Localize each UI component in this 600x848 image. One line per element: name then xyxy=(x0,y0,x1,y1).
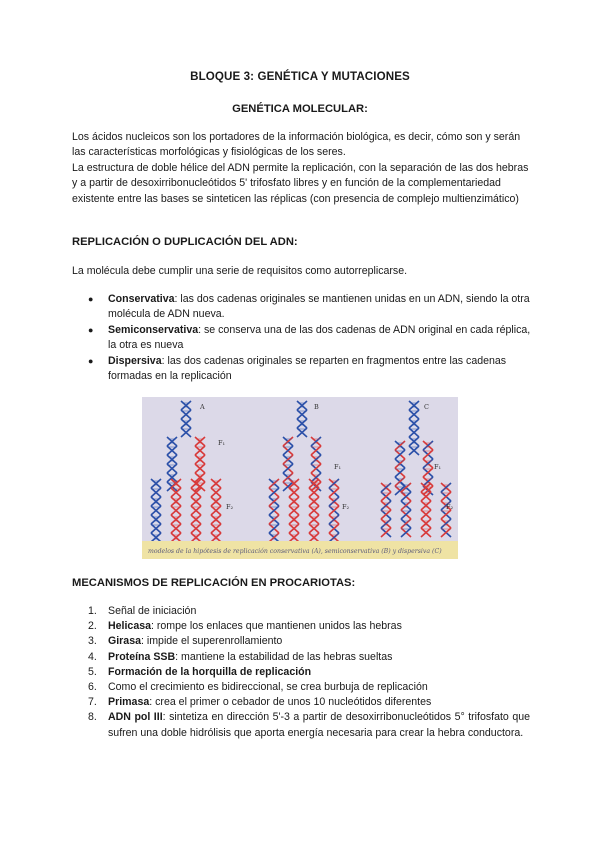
bullet-icon: ● xyxy=(88,324,94,335)
list-item xyxy=(72,354,532,385)
f2-helix-c-2 xyxy=(401,483,411,537)
figure-label-f2-b: F₂ xyxy=(342,503,350,511)
list-item xyxy=(72,665,530,680)
intro-paragraph-2: La estructura de doble hélice del ADN permite la replicación, con la separación de las dos hebras y a partir de desoxirribonucleótidos 5' trifosfato libres y en función de la complementariedad existente entre las bases se sinteticen las réplicas (con presencia de complejo multienzimático) xyxy=(72,162,529,205)
list-item xyxy=(72,680,530,695)
mechanisms-heading: MECANISMOS DE REPLICACIÓN EN PROCARIOTAS: xyxy=(72,577,356,589)
f1-helix-c-1 xyxy=(395,441,405,495)
step-text: : rompe los enlaces que mantienen unidos las hebras xyxy=(151,620,402,633)
figure-label-f2-a: F₂ xyxy=(226,503,234,511)
replication-heading: REPLICACIÓN O DUPLICACIÓN DEL ADN: xyxy=(72,236,298,248)
f2-helix-c-3 xyxy=(421,483,431,537)
f2-helix-c-1 xyxy=(381,483,391,537)
figure-label-a: A xyxy=(200,403,205,411)
step-number: 2. xyxy=(88,620,97,633)
document-title: BLOQUE 3: GENÉTICA Y MUTACIONES xyxy=(190,70,410,83)
figure-label-f1-c: F₁ xyxy=(434,463,442,471)
replication-lead: La molécula debe cumplir una serie de requisitos como autorreplicarse. xyxy=(72,265,408,277)
parent-helix-b xyxy=(297,401,307,437)
step-number: 8. xyxy=(88,711,97,724)
figure-caption: modelos de la hipótesis de replicación conservativa (A), semiconservativa (B) y dispersiva (C) xyxy=(148,548,442,555)
dna-helix-illustration xyxy=(142,397,458,559)
list-item xyxy=(72,710,530,740)
bullet-icon: ● xyxy=(88,355,94,366)
list-item xyxy=(72,323,532,354)
step-term: Helicasa xyxy=(108,620,151,633)
item-text: : se conserva una de las dos cadenas de ADN original en cada réplica, la otra es nueva xyxy=(108,323,531,352)
step-number: 7. xyxy=(88,696,97,709)
step-number: 6. xyxy=(88,681,97,694)
replication-types-list xyxy=(72,292,532,384)
figure-label-c: C xyxy=(424,403,429,411)
step-number: 1. xyxy=(88,605,97,617)
step-number: 5. xyxy=(88,665,97,678)
list-item xyxy=(72,619,530,634)
step-term: Formación de la horquilla de replicación xyxy=(108,665,312,678)
step-term: Proteína SSB xyxy=(108,650,176,663)
item-text: : las dos cadenas originales se mantienen unidas en un ADN, siendo la otra molécula de ADN nueva. xyxy=(108,293,530,321)
step-text: : crea el primer o cebador de unos 10 nucleótidos diferentes xyxy=(149,696,432,709)
list-item xyxy=(72,650,530,665)
step-text: : mantiene la estabilidad de las hebras sueltas xyxy=(175,650,393,663)
parent-helix-a xyxy=(181,401,191,437)
step-text: Como el crecimiento es bidireccional, se crea burbuja de replicación xyxy=(108,681,428,694)
step-number: 3. xyxy=(88,635,97,648)
step-term: ADN pol III xyxy=(108,711,163,724)
list-item xyxy=(72,292,532,323)
term-dispersiva: Dispersiva xyxy=(108,354,162,367)
list-item xyxy=(72,695,530,710)
term-semiconservativa: Semiconservativa xyxy=(108,323,199,336)
step-text: Señal de iniciación xyxy=(108,605,197,617)
step-term: Primasa xyxy=(108,696,150,709)
figure-label-f1-a: F₁ xyxy=(218,439,226,447)
step-term: Girasa xyxy=(108,635,141,648)
parent-helix-c xyxy=(409,401,419,455)
step-number: 4. xyxy=(88,650,97,663)
step-text: : sintetiza en dirección 5'-3 a partir de desoxirribonucleótidos 5° trifosfato que sufren una doble hidrólisis que aporta energía necesaria para crear la hebra conductora. xyxy=(108,711,530,739)
term-conservativa: Conservativa xyxy=(108,293,175,305)
list-item xyxy=(72,604,530,619)
step-text: : impide el superenrollamiento xyxy=(140,635,283,648)
item-text: : las dos cadenas originales se reparten en fragmentos entre las cadenas formadas en la replicación xyxy=(108,354,507,383)
mechanisms-steps-list xyxy=(72,604,530,741)
intro-paragraph-1: Los ácidos nucleicos son los portadores de la información biológica, es decir, cómo son y serán las características morfológicas y fisiológicas de los seres. xyxy=(72,131,521,159)
section-subtitle: GENÉTICA MOLECULAR: xyxy=(232,103,368,115)
f1-helix-b-1 xyxy=(283,437,293,491)
figure-label-f2-c: F₂ xyxy=(446,503,454,511)
figure-label-b: B xyxy=(314,403,319,411)
replication-models-figure xyxy=(142,397,458,559)
list-item xyxy=(72,634,530,649)
bullet-icon: ● xyxy=(88,294,94,304)
figure-label-f1-b: F₁ xyxy=(334,463,342,471)
